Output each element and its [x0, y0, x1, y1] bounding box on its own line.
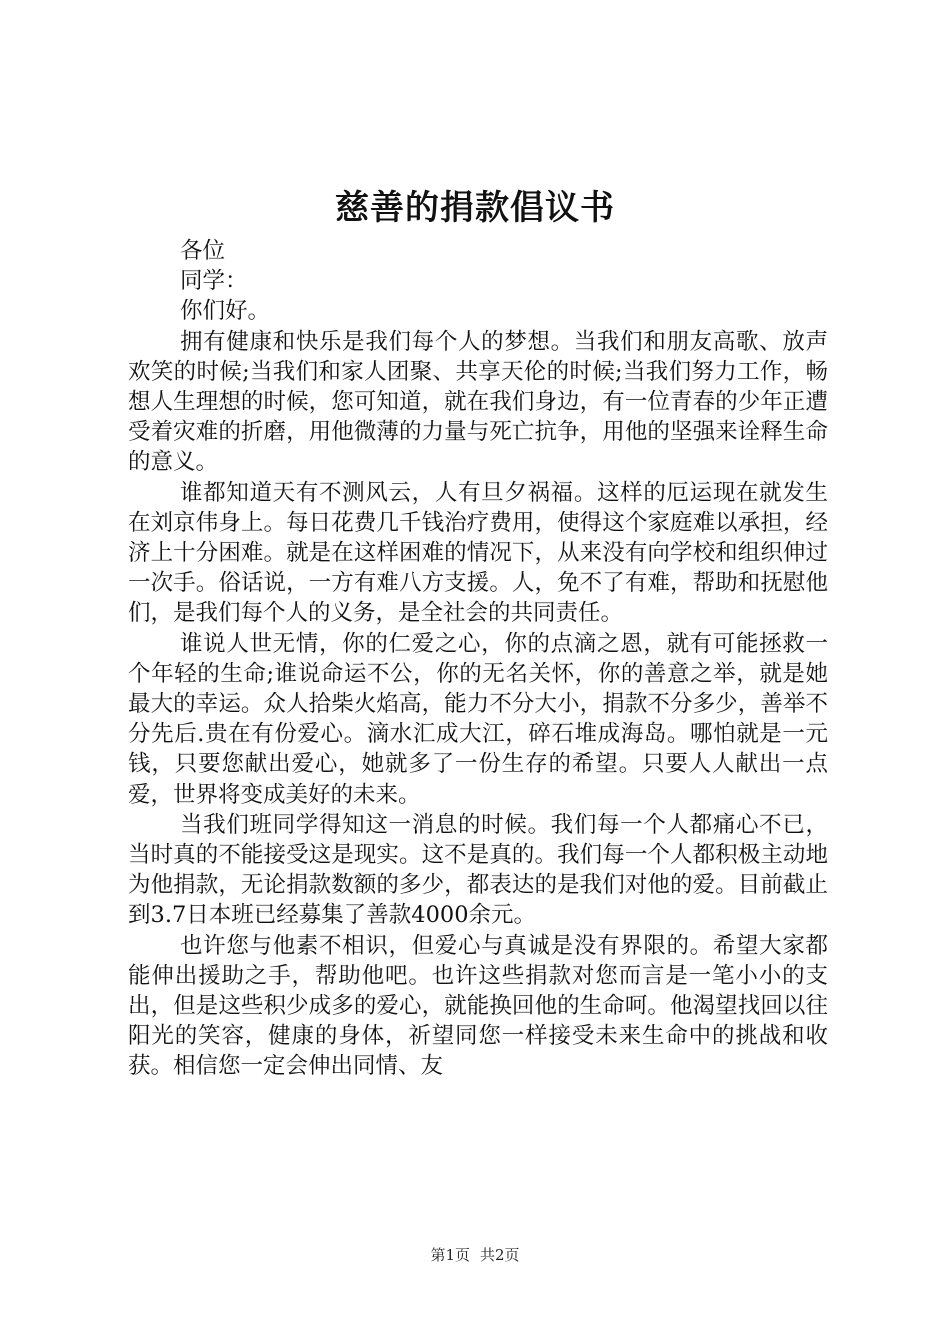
document-title: 慈善的捐款倡议书: [335, 188, 615, 228]
page-footer: [0, 1244, 950, 1266]
body-paragraph: 拥有健康和快乐是我们每个人的梦想。当我们和朋友高歌、放声欢笑的时候;当我们和家人团聚、共享天伦的时候;当我们努力工作，畅想人生理想的时候，您可知道，就在我们身边，有一位青春的少年正遭受着灾难的折磨，用他微薄的力量与死亡抗争，用他的坚强来诠释生命的意义。: [128, 328, 828, 476]
body-paragraph: 当我们班同学得知这一消息的时候。我们每一个人都痛心不已，当时真的不能接受这是现实。这不是真的。我们每一个人都积极主动地为他捐款，无论捐款数额的多少，都表达的是我们对他的爱。目前截止到3.7日本班已经募集了善款4000余元。: [128, 811, 828, 929]
document-body: [128, 236, 828, 1082]
salutation-line: 同学：: [180, 268, 248, 295]
body-paragraph: 也许您与他素不相识，但爱心与真诚是没有界限的。希望大家都能伸出援助之手，帮助他吧。也许这些捐款对您而言是一笔小小的支出，但是这些积少成多的爱心，就能换回他的生命呵。他渴望找回以往阳光的笑容，健康的身体，祈望同您一样接受未来生命中的挑战和收获。相信您一定会伸出同情、友: [128, 932, 828, 1080]
salutation-line: 你们好。: [180, 298, 271, 325]
body-paragraph: 谁说人世无情，你的仁爱之心，你的点滴之恩，就有可能拯救一个年轻的生命;谁说命运不公，你的无名关怀，你的善意之举，就是她最大的幸运。众人拾柴火焰高，能力不分大小，捐款不分多少，善举不分先后.贵在有份爱心。滴水汇成大江，碎石堆成海岛。哪怕就是一元钱，只要您献出爱心，她就多了一份生存的希望。只要人人献出一点爱，世界将变成美好的未来。: [128, 630, 828, 808]
page-number: 第1页: [430, 1246, 470, 1264]
body-paragraph: 谁都知道天有不测风云，人有旦夕祸福。这样的厄运现在就发生在刘京伟身上。每日花费几千钱治疗费用，使得这个家庭难以承担，经济上十分困难。就是在这样困难的情况下，从来没有向学校和组织伸过一次手。俗话说，一方有难八方支援。人，免不了有难，帮助和抚慰他们，是我们每个人的义务，是全社会的共同责任。: [128, 479, 828, 627]
salutation-line: 各位: [180, 238, 226, 264]
page-total: 共2页: [480, 1246, 520, 1264]
